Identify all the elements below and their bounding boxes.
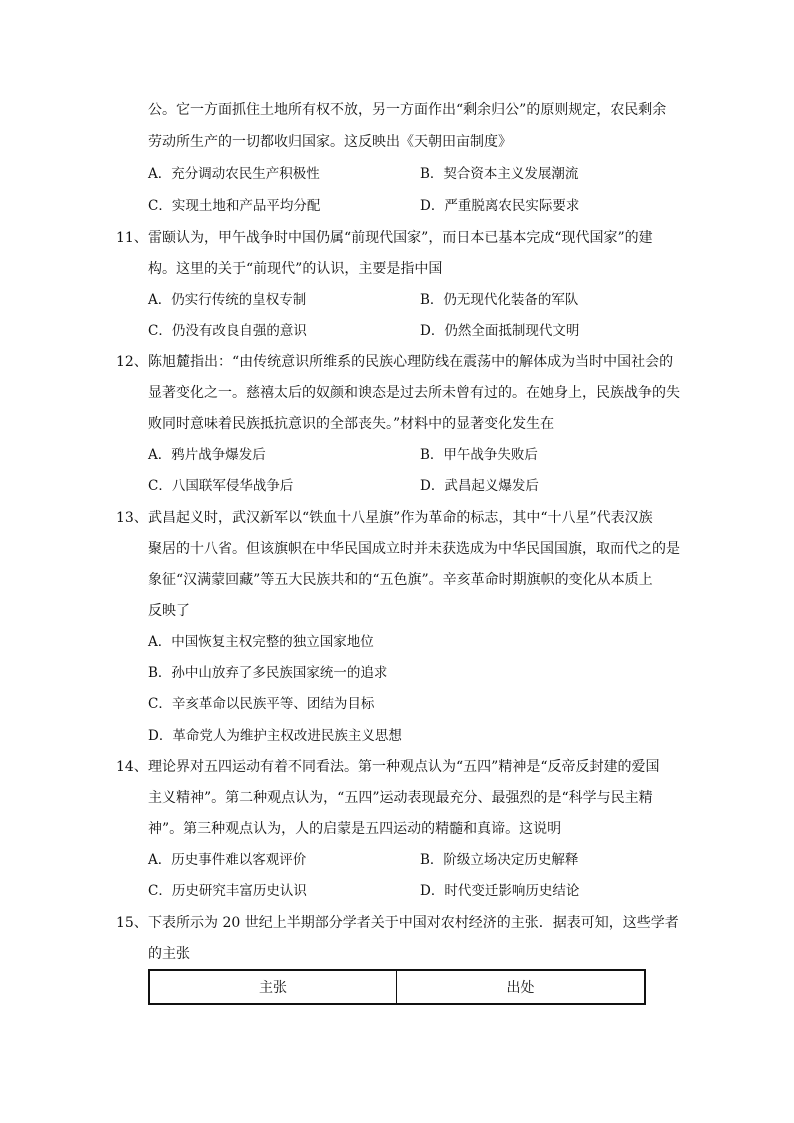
q10-option-c: C．实现土地和产品平均分配 [148, 198, 321, 214]
q13-option-c: C．辛亥革命以民族平等、团结为目标 [148, 696, 375, 712]
q12-text-line-2: 显著变化之一。慈禧太后的奴颜和谀态是过去所未曾有过的。在她身上，民族战争的失 [148, 385, 680, 401]
q10-option-d: D．严重脱离农民实际要求 [420, 198, 580, 214]
q13-text-line-2: 聚居的十八省。但该旗帜在中华民国成立时并未获选成为中华民国国旗，取而代之的是 [148, 541, 680, 557]
q15-text-line-1: 下表所示为 20 世纪上半期部分学者关于中国对农村经济的主张．据表可知，这些学者 [148, 915, 679, 931]
q11-text-line-1: 雷颐认为，甲午战争时中国仍属“前现代国家”，而日本已基本完成“现代国家”的建 [148, 230, 653, 246]
table-header-claim: 主张 [149, 970, 397, 1004]
q10-option-a: A．充分调动农民生产积极性 [148, 166, 320, 182]
q13-option-d: D．革命党人为维护主权改进民族主义思想 [148, 728, 402, 744]
q10-text-line-1: 公。它一方面抓住土地所有权不放，另一方面作出“剩余归公”的原则规定，农民剩余 [148, 102, 667, 118]
q14-text-line-1: 理论界对五四运动有着不同看法。第一种观点认为“五四”精神是“反帝反封建的爱国 [148, 759, 660, 775]
q11-option-b: B．仍无现代化装备的军队 [420, 292, 579, 308]
q13-option-a: A．中国恢复主权完整的独立国家地位 [148, 634, 374, 650]
q11-number: 11、 [116, 230, 148, 246]
q14-option-d: D．时代变迁影响历史结论 [420, 883, 580, 899]
q15-text-line-2: 的主张 [148, 946, 190, 962]
q10-text-line-2: 劳动所生产的一切都收归国家。这反映出《天朝田亩制度》 [148, 134, 512, 150]
q14-option-a: A．历史事件难以客观评价 [148, 852, 307, 868]
q12-option-a: A．鸦片战争爆发后 [148, 447, 266, 463]
q12-text-line-1: 陈旭麓指出：“由传统意识所维系的民族心理防线在震荡中的解体成为当时中国社会的 [148, 354, 674, 370]
q10-option-b: B．契合资本主义发展潮流 [420, 166, 579, 182]
q12-number: 12、 [116, 354, 148, 370]
q12-option-c: C．八国联军侵华战争后 [148, 478, 294, 494]
q11-option-d: D．仍然全面抵制现代文明 [420, 323, 580, 339]
q11-option-a: A．仍实行传统的皇权专制 [148, 292, 307, 308]
q14-text-line-2: 主义精神”。第二种观点认为，“五四”运动表现最充分、最强烈的是“科学与民主精 [148, 790, 653, 806]
q12-text-line-3: 败同时意味着民族抵抗意识的全部丧失。”材料中的显著变化发生在 [148, 416, 555, 432]
q15-table [148, 969, 646, 1005]
q11-text-line-2: 构。这里的关于“前现代”的认识，主要是指中国 [148, 261, 443, 277]
q14-option-b: B．阶级立场决定历史解释 [420, 852, 579, 868]
q11-option-c: C．仍没有改良自强的意识 [148, 323, 307, 339]
q12-option-b: B．甲午战争失败后 [420, 447, 538, 463]
table-header-row [149, 970, 645, 1004]
q12-option-d: D．武昌起义爆发后 [420, 478, 539, 494]
q13-text-line-3: 象征“汉满蒙回藏”等五大民族共和的“五色旗”。辛亥革命时期旗帜的变化从本质上 [148, 572, 653, 588]
q14-option-c: C．历史研究丰富历史认识 [148, 883, 307, 899]
table-header-source: 出处 [397, 970, 646, 1004]
q14-text-line-3: 神”。第三种观点认为，人的启蒙是五四运动的精髓和真谛。这说明 [148, 821, 562, 837]
q14-number: 14、 [116, 759, 148, 775]
q13-option-b: B．孙中山放弃了多民族国家统一的追求 [148, 665, 388, 681]
q13-text-line-1: 武昌起义时，武汉新军以“铁血十八星旗”作为革命的标志，其中“十八星”代表汉族 [148, 510, 653, 526]
q15-number: 15、 [116, 915, 148, 931]
q13-text-line-4: 反映了 [148, 603, 190, 619]
q13-number: 13、 [116, 510, 148, 526]
